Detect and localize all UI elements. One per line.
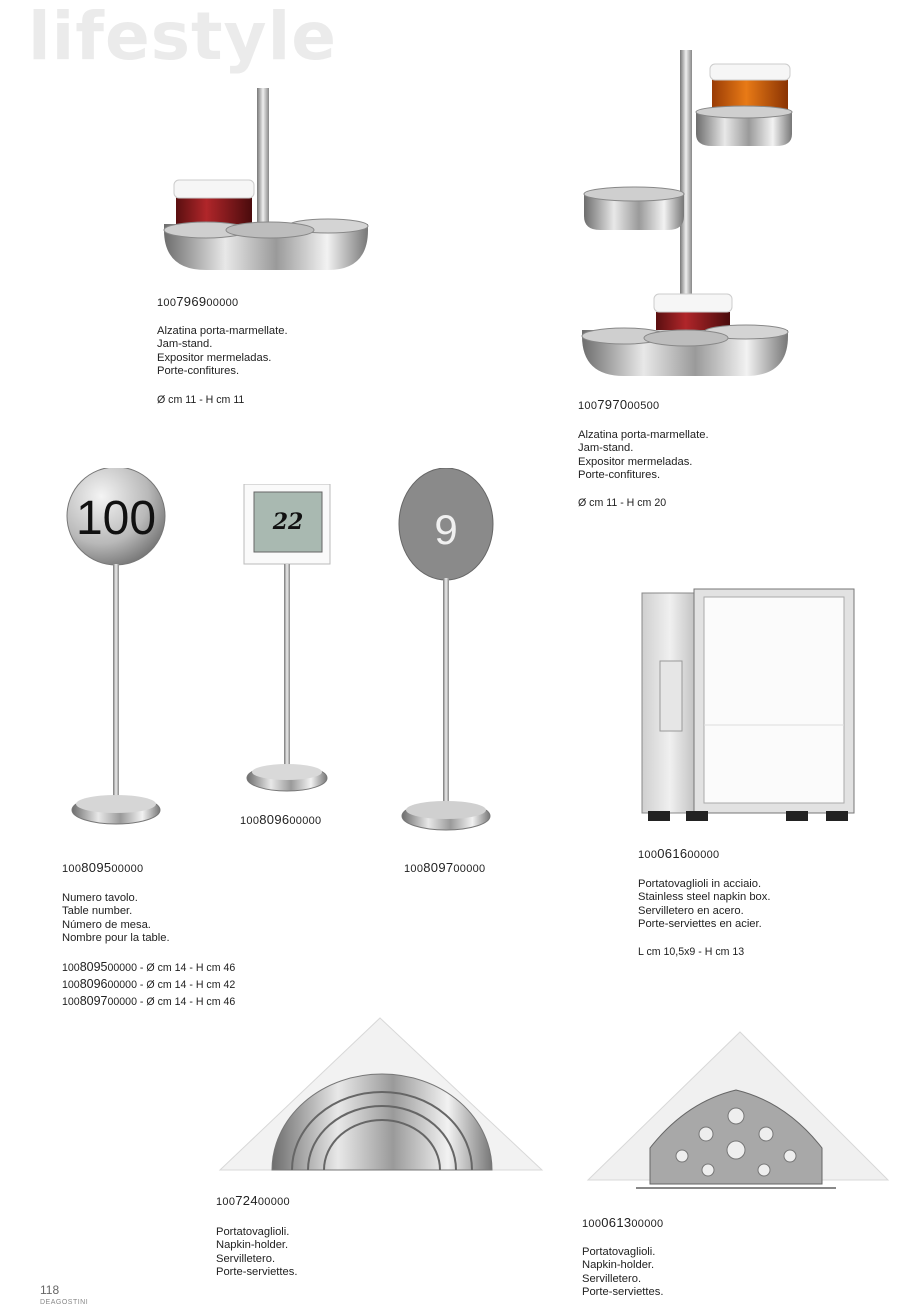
- product-dimensions: L cm 10,5x9 - H cm 13: [638, 946, 745, 958]
- section-heading: lifestyle: [28, 0, 337, 75]
- product-code: 100809600000: [240, 812, 322, 827]
- page-number: 118: [40, 1283, 60, 1297]
- product-description: Alzatina porta-marmellate. Jam-stand. Expositor mermeladas. Porte-confitures.: [157, 325, 288, 378]
- product-dimensions: Ø cm 11 - H cm 20: [578, 497, 667, 509]
- product-description: Portatovaglioli in acciaio. Stainless steel napkin box. Servilletero en acero. Porte-serviettes en acier.: [638, 878, 771, 931]
- brand-name: DEAGOSTINI: [40, 1299, 89, 1306]
- jam-stand-tall-image: [580, 50, 795, 380]
- product-code: 100797000500: [578, 397, 660, 412]
- product-code: 100809500000: [62, 860, 144, 875]
- product-code: 100061300000: [582, 1215, 664, 1230]
- product-description: Portatovaglioli. Napkin-holder. Servilletero. Porte-serviettes.: [216, 1226, 298, 1279]
- dimension-row: 100809600000 - Ø cm 14 - H cm 42: [62, 977, 236, 991]
- product-dimension-list: [62, 959, 235, 1010]
- table-number-sign-square-image: [240, 484, 336, 794]
- napkin-box-image: [638, 585, 860, 825]
- table-number-sign-round-grey-image: [396, 468, 498, 838]
- sign-number: 100: [75, 492, 157, 545]
- dimension-row: 100809700000 - Ø cm 14 - H cm 46: [62, 994, 236, 1008]
- product-description: Portatovaglioli. Napkin-holder. Servilletero. Porte-serviettes.: [582, 1246, 664, 1299]
- napkin-holder-filigree-image: [586, 1030, 892, 1196]
- product-description: Alzatina porta-marmellate. Jam-stand. Expositor mermeladas. Porte-confitures.: [578, 429, 709, 482]
- dimension-row: 100809500000 - Ø cm 14 - H cm 46: [62, 960, 236, 974]
- table-number-sign-round-image: [60, 468, 180, 834]
- product-code: 10072400000: [216, 1193, 290, 1208]
- sign-number: 22: [272, 509, 304, 535]
- product-code: 100796900000: [157, 294, 239, 309]
- product-dimensions: Ø cm 11 - H cm 11: [157, 394, 245, 406]
- napkin-holder-arched-image: [216, 1016, 546, 1176]
- product-code: 100061600000: [638, 846, 720, 861]
- sign-number: 9: [434, 506, 458, 553]
- product-description: Numero tavolo. Table number. Número de mesa. Nombre pour la table.: [62, 892, 170, 945]
- product-code: 100809700000: [404, 860, 486, 875]
- jam-stand-small-image: [160, 88, 372, 278]
